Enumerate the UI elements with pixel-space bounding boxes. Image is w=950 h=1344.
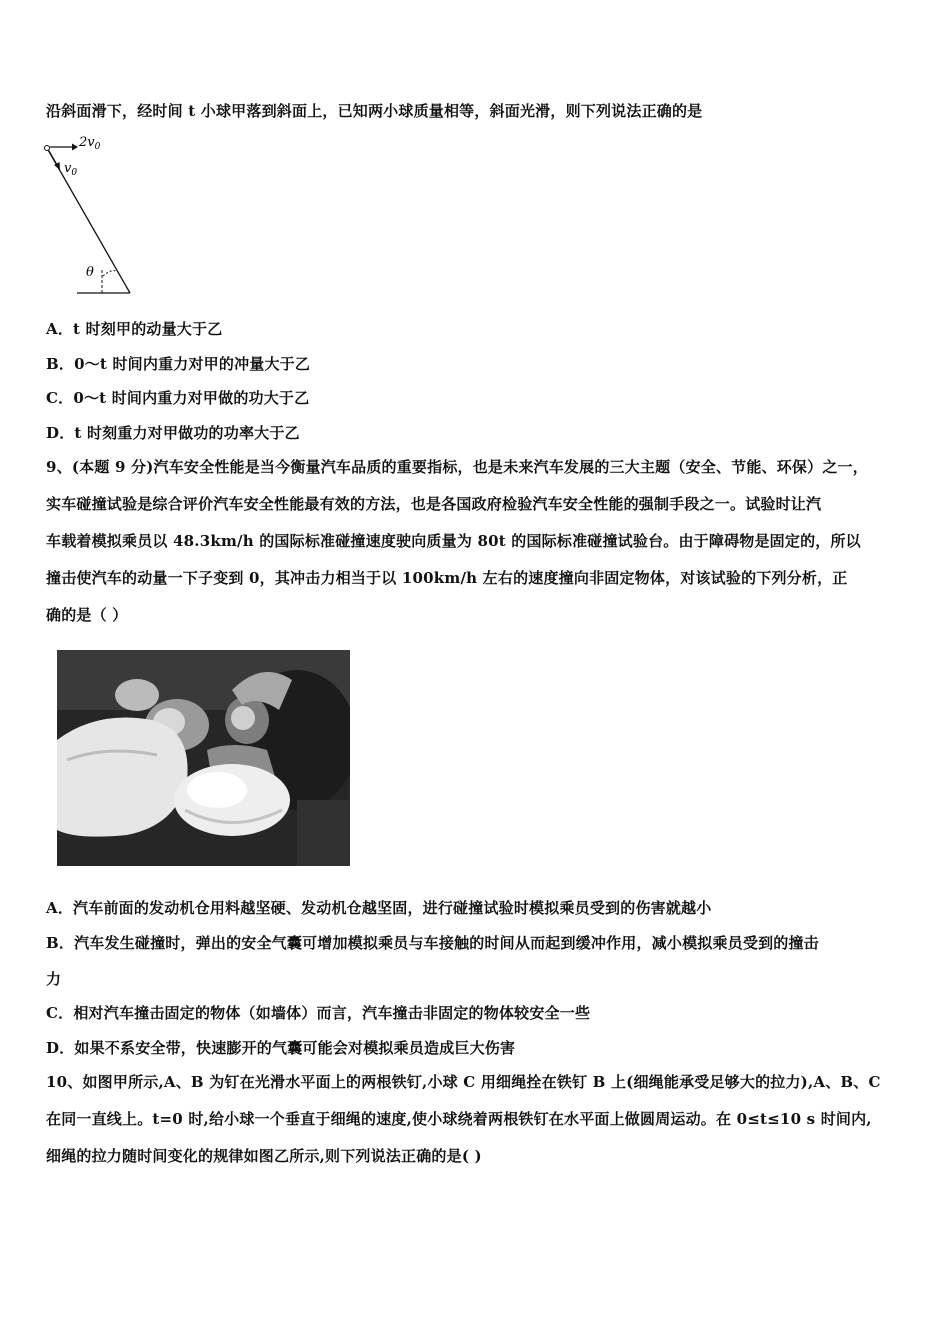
q9-stem-line-4: 撞击使汽车的动量一下子变到 0，其冲击力相当于以 100km/h 左右的速度撞向非固定物体，对该试验的下列分析，正 [46, 569, 848, 587]
q9-stem-line-1: 9、(本题 9 分)汽车安全性能是当今衡量汽车品质的重要指标，也是未来汽车发展的三大主题（安全、节能、环保）之一， [46, 458, 868, 476]
q9-stem-line-3: 车载着模拟乘员以 48.3km/h 的国际标准碰撞速度驶向质量为 80t 的国际标准碰撞试验台。由于障碍物是固定的，所以 [46, 532, 861, 550]
q8-option-a: A．t 时刻甲的动量大于乙 [46, 320, 223, 338]
q8-option-d: D．t 时刻重力对甲做功的功率大于乙 [46, 424, 300, 442]
q9-stem-line-5: 确的是（ ） [46, 606, 128, 624]
q8-stem-tail: 沿斜面滑下，经时间 t 小球甲落到斜面上，已知两小球质量相等，斜面光滑，则下列说法正确的是 [46, 102, 703, 120]
label-theta: θ [86, 265, 94, 280]
q8-option-b: B．0～t 时间内重力对甲的冲量大于乙 [46, 355, 311, 373]
crash-test-photo [57, 650, 350, 866]
q9-option-a: A．汽车前面的发动机仓用料越坚硬、发动机仓越坚固，进行碰撞试验时模拟乘员受到的伤害就越小 [46, 899, 712, 917]
q9-option-d: D．如果不系安全带，快速膨开的气囊可能会对模拟乘员造成巨大伤害 [46, 1039, 516, 1057]
q9-option-b: B．汽车发生碰撞时，弹出的安全气囊可增加模拟乘员与车接触的时间从而起到缓冲作用，减小模拟乘员受到的撞击 [46, 934, 819, 952]
q10-stem-line-3: 细绳的拉力随时间变化的规律如图乙所示,则下列说法正确的是( ) [46, 1147, 482, 1165]
label-v0: $v_0$ [64, 161, 78, 178]
q9-stem-line-2: 实车碰撞试验是综合评价汽车安全性能最有效的方法，也是各国政府检验汽车安全性能的强制手段之一。试验时让汽 [46, 495, 822, 513]
label-2v0: $2v_0$ [79, 135, 101, 152]
q10-stem-line-1: 10、如图甲所示,A、B 为钉在光滑水平面上的两根铁钉,小球 C 用细绳拴在铁钉 B 上(细绳能承受足够大的拉力),A、B、C [46, 1073, 881, 1091]
incline-figure [40, 130, 150, 300]
q10-stem-line-2: 在同一直线上。t=0 时,给小球一个垂直于细绳的速度,使小球绕着两根铁钉在水平面上做圆周运动。在 0≤t≤10 s 时间内, [46, 1110, 872, 1128]
q8-option-c: C．0～t 时间内重力对甲做的功大于乙 [46, 389, 310, 407]
q9-option-c: C．相对汽车撞击固定的物体（如墙体）而言，汽车撞击非固定的物体较安全一些 [46, 1004, 591, 1022]
q9-option-b-cont: 力 [46, 970, 62, 988]
